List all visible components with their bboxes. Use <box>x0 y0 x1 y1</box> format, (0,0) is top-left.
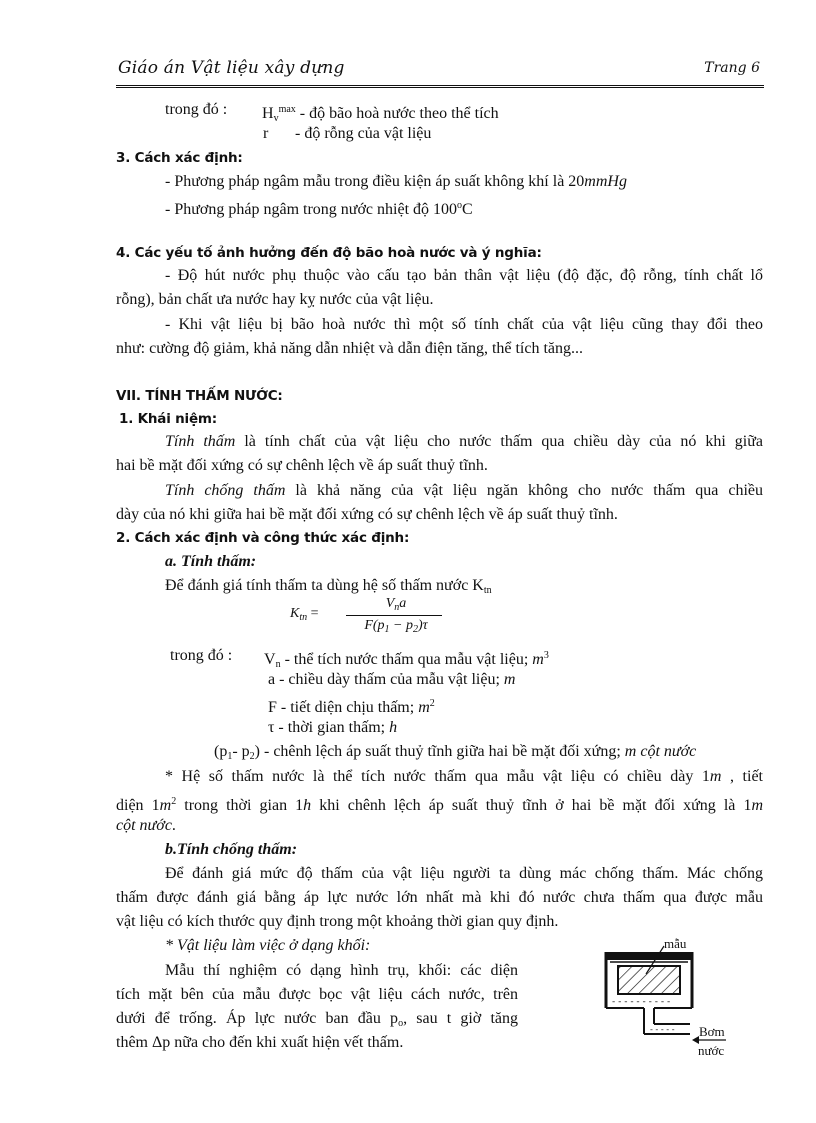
note-line-3: cột nước. <box>116 817 176 834</box>
container-top-cap <box>606 952 692 960</box>
where-dp: ($p_1-$ $p_2$) - chênh lệch áp suất thuỷ tĩnh giữa hai bề mặt đối xứng; m cột nước <box>214 743 697 762</box>
svg-text:- - - - -: - - - - - <box>650 1025 675 1034</box>
def-1-line-1: Tính thấm là tính chất của vật liệu cho nước thấm qua chiều dày của nó khi giữa <box>165 433 764 450</box>
section-3-heading: 3. Cách xác định: <box>116 150 243 166</box>
header-rule <box>116 85 764 88</box>
header-page-number: Trang 6 <box>704 60 760 76</box>
svg-text:- - - - - - - - - -: - - - - - - - - - - <box>612 997 671 1007</box>
label-sample: mẫu <box>664 936 687 951</box>
label-pump-2: nước <box>698 1043 725 1058</box>
header-title: Giáo án Vật liệu xây dựng <box>118 58 345 78</box>
r-desc: - độ rỗng của vật liệu <box>295 125 432 142</box>
def-2-line-1: Tính chống thấm là khả năng của vật liệu ngăn không cho nước thấm qua chiều <box>165 482 764 499</box>
where-label-2: trong đó : <box>170 647 233 664</box>
b-para-line-3: dưới để trống. Áp lực nước ban đầu $p_o$, sau t giờ tăng <box>116 1010 518 1029</box>
b-para-line-2: tích mặt bên của mẫu được bọc vật liệu cách nước, trên <box>116 986 518 1003</box>
def-1-line-2: hai bề mặt đối xứng có sự chênh lệch về áp suất thuỷ tĩnh. <box>116 457 488 474</box>
s4-p2-line-2: như: cường độ giảm, khả năng dẫn nhiệt và dẫn điện tăng, thể tích tăng... <box>116 340 584 357</box>
b-para-line-4: thêm Δp nữa cho đến khi xuất hiện vết thấm. <box>116 1034 404 1051</box>
where-tau: τ - thời gian thấm; h <box>268 719 398 736</box>
permeability-formula <box>290 596 460 638</box>
sub-a-intro: Để đánh giá tính thấm ta dùng hệ số thấm nước $K_{tn}$ <box>165 577 492 596</box>
note-line-1: * Hệ số thấm nước là thể tích nước thấm qua mẫu vật liệu có chiều dày 1m , tiết <box>165 768 763 785</box>
formula-lhs: $K_{tn}$ = <box>290 606 319 623</box>
permeability-test-diagram <box>600 930 750 1060</box>
b-line-1: Để đánh giá mức độ thấm của vật liệu người ta dùng mác chống thấm. Mác chống <box>165 865 763 882</box>
label-pump-1: Bơm <box>699 1024 725 1039</box>
s4-p1-line-2: rỗng), bản chất ưa nước hay kỵ nước của vật liệu. <box>116 291 434 308</box>
def-2-line-2: dày của nó khi giữa hai bề mặt đối xứng có sự chênh lệch về áp suất thuỷ tĩnh. <box>116 506 618 523</box>
sub-b-title: b.Tính chống thấm: <box>165 841 298 858</box>
where-vn: $V_n$ - thể tích nước thấm qua mẫu vật liệu; $m^3$ <box>264 650 549 670</box>
where-f: F - tiết diện chịu thấm; $m^2$ <box>268 698 435 716</box>
formula-fraction-line <box>346 615 442 616</box>
sub-a-title: a. Tính thấm: <box>165 553 257 570</box>
s4-p1-line-1: - Độ hút nước phụ thuộc vào cấu tạo bản thân vật liệu (độ đặc, độ rỗng, tính chất lổ <box>165 267 763 284</box>
section-vii-heading: VII. TÍNH THẤM NƯỚC: <box>116 388 283 404</box>
section-4-heading: 4. Các yếu tố ảnh hưởng đến độ bão hoà nước và ý nghĩa: <box>116 245 542 261</box>
formula-denominator: $F(p_1 - p_2)\tau$ <box>364 618 428 635</box>
b-line-2: thấm được đánh giá bằng áp lực nước lớn nhất mà khi đó nước chưa thấm qua được mẫu <box>116 889 763 906</box>
b-subheading: * Vật liệu làm việc ở dạng khối: <box>165 937 371 954</box>
b-line-3: vật liệu có kích thước quy định trong một khoảng thời gian quy định. <box>116 913 559 930</box>
note-line-2: diện $1m^2$ trong thời gian 1h khi chênh lệch áp suất thuỷ tĩnh ở hai bề mặt đối xứng là 1m <box>116 796 764 814</box>
s4-p2-line-1: - Khi vật liệu bị bão hoà nước thì một số tính chất của vật liệu cũng thay đổi theo <box>165 316 763 333</box>
where-a: a - chiều dày thấm của mẫu vật liệu; m <box>268 671 516 688</box>
b-para-line-1: Mẫu thí nghiệm có dạng hình trụ, khối: các diện <box>165 962 518 979</box>
r-symbol: r <box>263 125 269 142</box>
formula-numerator: $V_na$ <box>385 596 407 613</box>
vii-sub-2-heading: 2. Cách xác định và công thức xác định: <box>116 530 410 546</box>
vii-sub-1-heading: 1. Khái niệm: <box>119 411 217 427</box>
where-label: trong đó : <box>165 101 228 118</box>
s3-line-1: - Phương pháp ngâm mẫu trong điều kiện áp suất không khí là 20mmHg <box>165 173 627 190</box>
s3-line-2: - Phương pháp ngâm trong nước nhiệt độ 100$^o$C <box>165 200 473 218</box>
hv-line: $H_v^{max}$ - độ bão hoà nước theo thể tích <box>262 104 499 124</box>
